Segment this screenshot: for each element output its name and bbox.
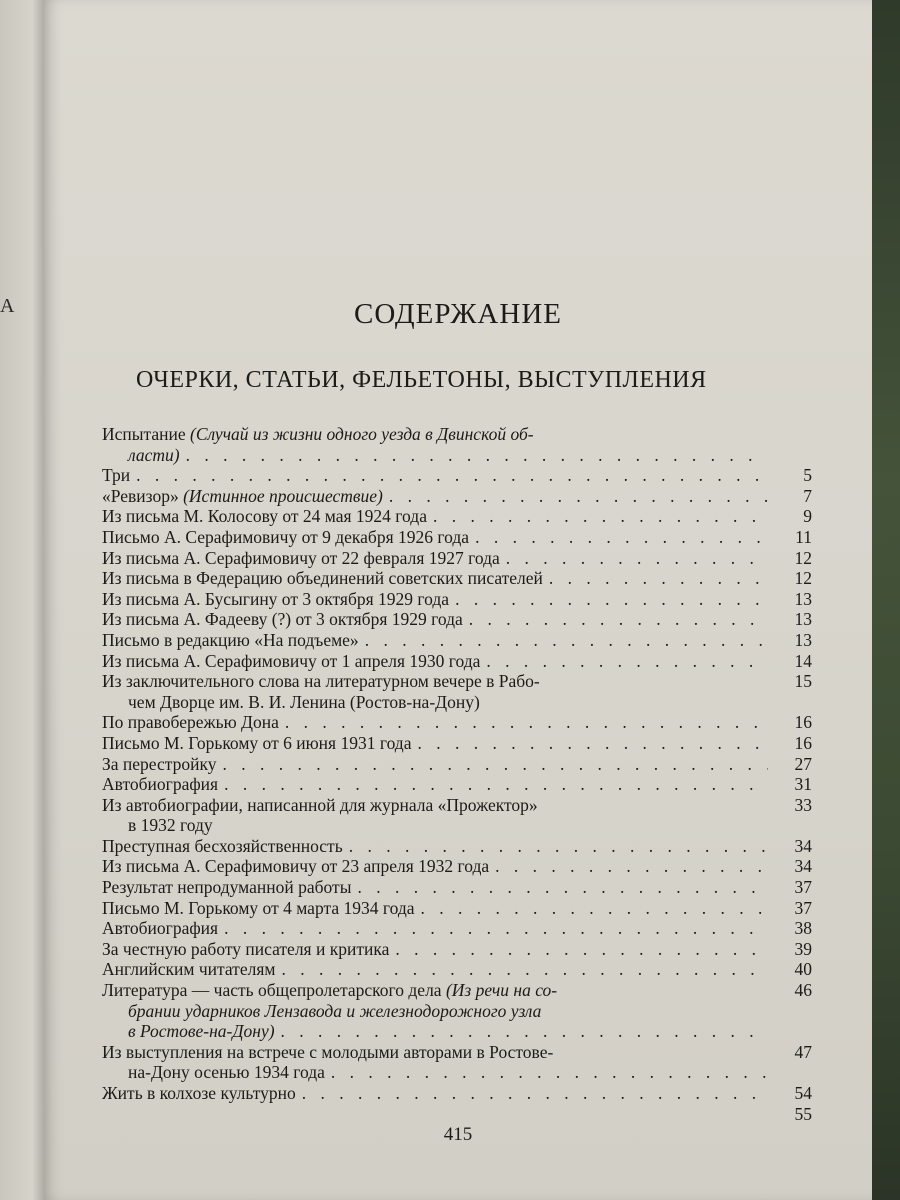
book-page (44, 0, 872, 1200)
toc-entry: Автобиография . . . 31 (102, 774, 812, 795)
toc-entry: Из письма А. Серафимовичу от 22 февраля 1927 года . . . 12 (102, 548, 812, 569)
page-ref: 34 (794, 856, 812, 877)
page-ref: 46 (794, 980, 812, 1001)
page-ref: 16 (794, 732, 812, 753)
section-heading: ОЧЕРКИ, СТАТЬИ, ФЕЛЬЕТОНЫ, ВЫСТУПЛЕНИЯ (136, 367, 707, 393)
page-ref: 12 (794, 547, 812, 568)
table-of-contents (102, 424, 812, 1124)
page-ref: 13 (794, 629, 812, 650)
page-ref: 15 (794, 671, 812, 692)
toc-entry: Автобиография . . . 38 (102, 918, 812, 939)
toc-entry: Английским читателям . . . 40 (102, 959, 812, 980)
page-ref: 14 (794, 650, 812, 671)
page-ref: 11 (795, 526, 812, 547)
page-ref: 9 (803, 506, 812, 527)
toc-entry: Результат непродуманной работы . . . 37 (102, 877, 812, 898)
toc-entry: Письмо М. Горькому от 4 марта 1934 года . . . 37 (102, 898, 812, 919)
page-ref: 34 (794, 835, 812, 856)
toc-entry: За честную работу писателя и критика . . . 39 (102, 939, 812, 960)
toc-entry: Литература — часть общепролетарского дела (Из речи на со- 46 (102, 980, 812, 1001)
page-ref: 13 (794, 609, 812, 630)
page-ref: 39 (794, 938, 812, 959)
page-ref: 7 (803, 485, 812, 506)
toc-entry-continuation: ласти) . . . (102, 445, 812, 466)
toc-entry: Испытание (Случай из жизни одного уезда в Двинской об- (102, 424, 534, 444)
page-ref: 37 (794, 877, 812, 898)
toc-entry: За перестройку . . . 27 (102, 754, 812, 775)
page-ref: 31 (794, 774, 812, 795)
toc-entry: Из письма А. Серафимовичу от 23 апреля 1932 года . . . 34 (102, 856, 812, 877)
toc-entry-continuation: на-Дону осенью 1934 года . . . (102, 1062, 812, 1083)
toc-entry: По правобережью Дона . . . 16 (102, 712, 812, 733)
page-ref: 55 (794, 1103, 812, 1124)
toc-entry: Преступная бесхозяйственность . . . 34 (102, 836, 812, 857)
toc-entry: Из письма А. Фадееву (?) от 3 октября 1929 года . . . 13 (102, 609, 812, 630)
previous-page-edge (0, 0, 46, 1200)
toc-entry: Три . . . 5 (102, 465, 812, 486)
toc-entry: Письмо М. Горькому от 6 июня 1931 года . . . 16 (102, 733, 812, 754)
page-ref: 12 (794, 568, 812, 589)
toc-entry-continuation: в Ростове-на-Дону) . . . (102, 1021, 812, 1042)
toc-entry-continuation: брании ударников Лензавода и железнодорожного узла (128, 1000, 542, 1021)
toc-entry: «Ревизор» (Истинное происшествие) . . . 7 (102, 486, 812, 507)
page-number: 415 (443, 1124, 473, 1145)
toc-entry (102, 1104, 812, 1125)
toc-entry: Из автобиографии, написанной для журнала «Прожектор» 33 (102, 794, 812, 815)
toc-entry: Из письма М. Колосову от 24 мая 1924 года . . . 9 (102, 506, 812, 527)
page-ref: 5 (803, 465, 812, 486)
toc-entry: Из письма в Федерацию объединений советских писателей . . . 12 (102, 568, 812, 589)
toc-entry: Из письма А. Бусыгину от 3 октября 1929 года . . . 13 (102, 589, 812, 610)
page-ref: 54 (794, 1083, 812, 1103)
toc-entry: Письмо в редакцию «На подъеме» . . . 13 (102, 630, 812, 651)
previous-page-letter: А (0, 295, 15, 317)
toc-entry: Письмо А. Серафимовичу от 9 декабря 1926 года . . . 11 (102, 527, 812, 548)
page-ref: 13 (794, 588, 812, 609)
toc-entry: Из выступления на встрече с молодыми авторами в Ростове- 47 (102, 1041, 812, 1062)
page-ref: 16 (794, 712, 812, 733)
toc-entry-continuation: чем Дворце им. В. И. Ленина (Ростов-на-Дону) (128, 691, 480, 712)
page-title: СОДЕРЖАНИЕ (354, 298, 562, 330)
page-ref: 33 (794, 794, 812, 815)
page-ref: 37 (794, 897, 812, 918)
page-ref: 40 (794, 959, 812, 980)
page-ref: 27 (794, 753, 812, 774)
toc-entry-continuation: в 1932 году (128, 815, 213, 836)
toc-entry: Из письма А. Серафимовичу от 1 апреля 1930 года . . . 14 (102, 651, 812, 672)
toc-entry: Жить в колхозе культурно . . . 54 (102, 1083, 812, 1104)
page-ref: 47 (794, 1041, 812, 1062)
page-ref: 38 (794, 918, 812, 939)
toc-entry: Из заключительного слова на литературном вечере в Рабо- 15 (102, 671, 812, 692)
